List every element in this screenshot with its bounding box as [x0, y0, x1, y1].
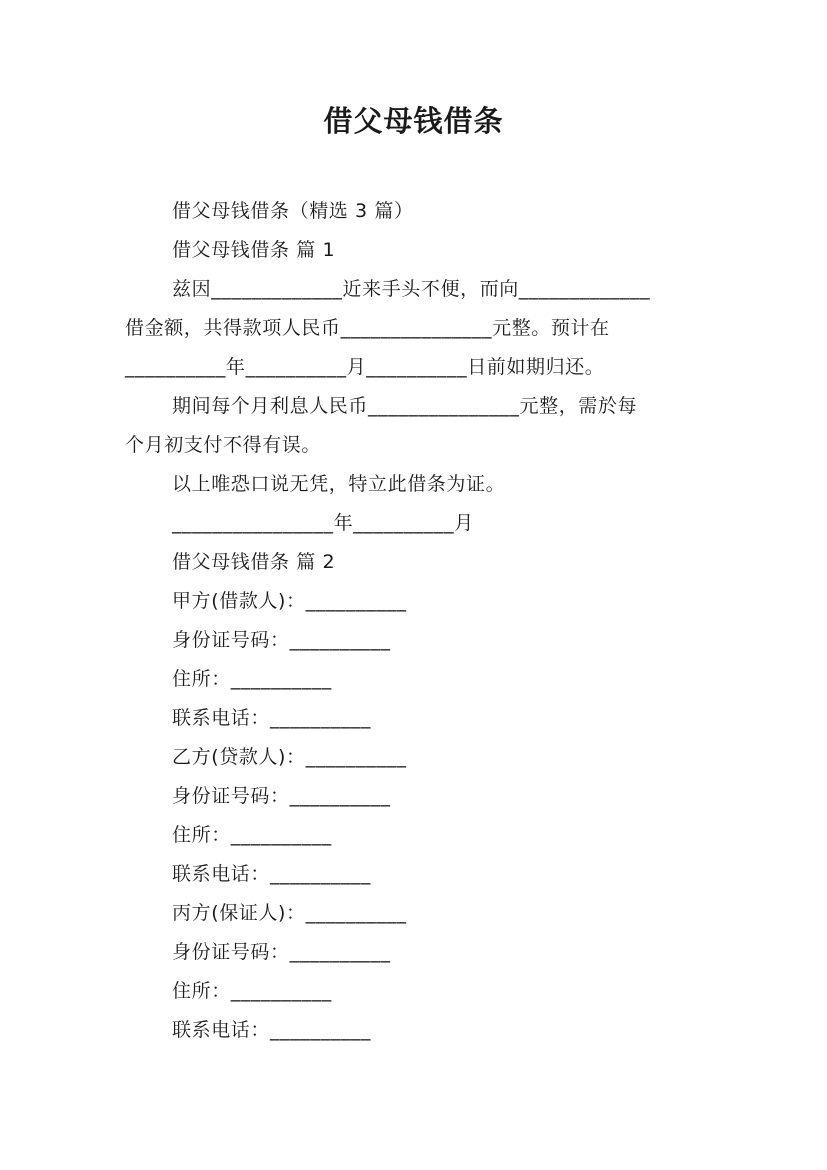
party-c-phone: 联系电话：__________	[172, 1019, 372, 1041]
paragraph-2-line-1: 期间每个月利息人民币_______________元整，需於每	[172, 395, 638, 417]
party-b-address: 住所：__________	[172, 824, 332, 846]
party-c-guarantor: 丙方(保证人)：__________	[172, 902, 407, 924]
party-c-id-number: 身份证号码：__________	[172, 941, 391, 963]
document-body	[125, 192, 705, 1050]
paragraph-2-line-2: 个月初支付不得有误。	[125, 434, 322, 456]
party-a-id-number: 身份证号码：__________	[172, 629, 391, 651]
paragraph-3: 以上唯恐口说无凭，特立此借条为证。	[172, 473, 506, 495]
section-heading-1: 借父母钱借条 篇 1	[172, 239, 336, 261]
party-b-lender: 乙方(贷款人)：__________	[172, 746, 407, 768]
party-b-phone: 联系电话：__________	[172, 863, 372, 885]
party-a-address: 住所：__________	[172, 668, 332, 690]
party-c-address: 住所：__________	[172, 980, 332, 1002]
date-line: ________________年__________月	[172, 512, 474, 534]
section-heading-2: 借父母钱借条 篇 2	[172, 551, 336, 573]
document-title: 借父母钱借条	[323, 104, 504, 138]
party-a-phone: 联系电话：__________	[172, 707, 372, 729]
party-b-id-number: 身份证号码：__________	[172, 785, 391, 807]
paragraph-1-line-3: __________年__________月__________日前如期归还。	[125, 356, 605, 378]
party-a-borrower: 甲方(借款人)：__________	[172, 590, 407, 612]
paragraph-1-line-2: 借金额，共得款项人民币_______________元整。预计在	[125, 317, 610, 339]
paragraph-1-line-1: 兹因_____________近来手头不便，而向_____________	[172, 278, 651, 300]
subtitle: 借父母钱借条（精选 3 篇）	[172, 200, 414, 222]
